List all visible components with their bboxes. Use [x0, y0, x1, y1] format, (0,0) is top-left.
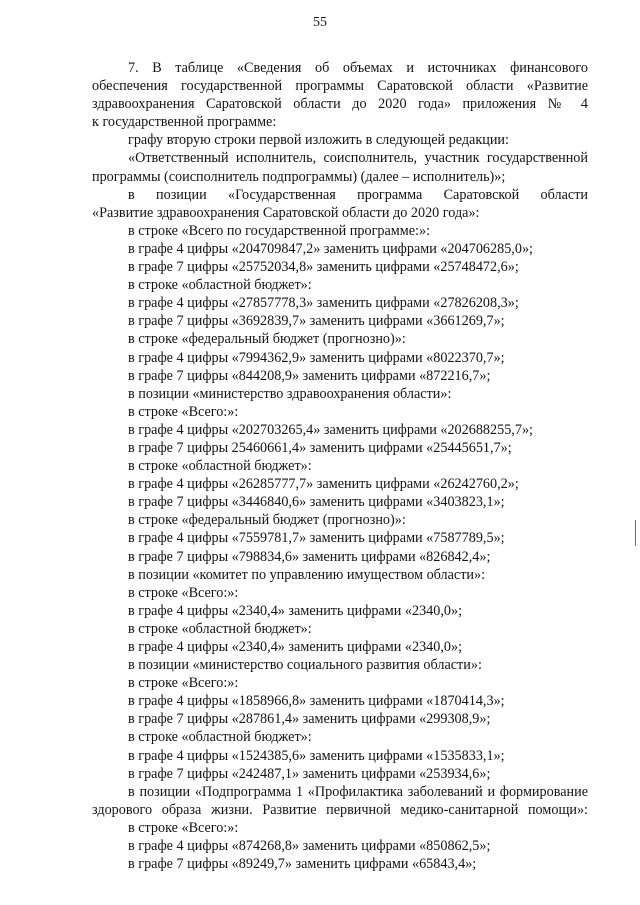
text-line: здорового образа жизни. Развитие первичной медико-санитарной помощи»: — [92, 801, 588, 818]
document-body — [92, 59, 588, 873]
text-line: в позиции «Государственная программа Саратовской области — [128, 186, 588, 203]
text-line: программы (соисполнитель подпрограммы) (далее – исполнитель)»; — [92, 168, 506, 185]
scan-edge-mark — [635, 520, 636, 546]
text-line: в строке «Всего:»: — [128, 819, 239, 836]
text-line: в графе 7 цифры «844208,9» заменить цифрами «872216,7»; — [128, 367, 491, 384]
text-line: в графе 4 цифры «874268,8» заменить цифрами «850862,5»; — [128, 838, 491, 855]
text-line: в позиции «министерство здравоохранения области»: — [128, 385, 452, 402]
text-line: в строке «областной бюджет»: — [128, 729, 312, 746]
text-line: в графе 7 цифры «287861,4» заменить цифрами «299308,9»; — [128, 711, 491, 728]
text-line: в графе 7 цифры «3446840,6» заменить цифрами «3403823,1»; — [128, 494, 505, 511]
text-line: в строке «Всего:»: — [128, 675, 239, 692]
text-line: в графе 7 цифры «89249,7» заменить цифрами «65843,4»; — [128, 856, 477, 873]
text-line: графу вторую строки первой изложить в следующей редакции: — [128, 132, 509, 149]
text-line: в графе 7 цифры «242487,1» заменить цифрами «253934,6»; — [128, 765, 491, 782]
text-line: в графе 7 цифры «25752034,8» заменить цифрами «25748472,6»; — [128, 259, 519, 276]
text-line: «Ответственный исполнитель, соисполнитель, участник государственной — [128, 150, 588, 167]
text-line: здравоохранения Саратовской области до 2020 года» приложения № 4 — [92, 96, 588, 113]
text-line: в графе 7 цифры «3692839,7» заменить цифрами «3661269,7»; — [128, 313, 505, 330]
text-line: «Развитие здравоохранения Саратовской области до 2020 года»: — [92, 204, 480, 221]
text-line: в строке «областной бюджет»: — [128, 620, 312, 637]
text-line: в строке «областной бюджет»: — [128, 458, 312, 475]
text-line: в графе 7 цифры 25460661,4» заменить цифрами «25445651,7»; — [128, 439, 512, 456]
text-line: в графе 4 цифры «2340,4» заменить цифрами «2340,0»; — [128, 602, 463, 619]
text-line: в строке «областной бюджет»: — [128, 277, 312, 294]
text-line: к государственной программе: — [92, 114, 277, 131]
text-line: в графе 4 цифры «202703265,4» заменить цифрами «202688255,7»; — [128, 421, 533, 438]
text-line: в графе 4 цифры «7994362,9» заменить цифрами «8022370,7»; — [128, 349, 505, 366]
page-number: 55 — [313, 15, 327, 30]
text-line: в строке «Всего по государственной программе:»: — [128, 222, 431, 239]
text-line: обеспечения государственной программы Саратовской области «Развитие — [92, 78, 588, 95]
text-line: в графе 4 цифры «204709847,2» заменить цифрами «204706285,0»; — [128, 240, 533, 257]
text-line: в графе 4 цифры «2340,4» заменить цифрами «2340,0»; — [128, 639, 463, 655]
text-line: в графе 4 цифры «27857778,3» заменить цифрами «27826208,3»; — [128, 295, 519, 312]
text-line: в позиции «министерство социального развития области»: — [128, 657, 482, 674]
text-line: в графе 4 цифры «1858966,8» заменить цифрами «1870414,3»; — [128, 693, 505, 710]
text-line: в графе 4 цифры «26285777,7» заменить цифрами «26242760,2»; — [128, 476, 519, 493]
text-line: 7. В таблице «Сведения об объемах и источниках финансового — [128, 60, 588, 76]
text-line: в графе 4 цифры «7559781,7» заменить цифрами «7587789,5»; — [128, 530, 505, 547]
text-line: в позиции «комитет по управлению имуществом области»: — [128, 566, 486, 583]
text-line: в позиции «Подпрограмма 1 «Профилактика заболеваний и формирование — [128, 783, 588, 800]
text-line: в строке «федеральный бюджет (прогнозно)»: — [128, 512, 406, 529]
text-line: в строке «Всего:»: — [128, 584, 239, 601]
text-line: в графе 4 цифры «1524385,6» заменить цифрами «1535833,1»; — [128, 747, 505, 764]
text-line: в графе 7 цифры «798834,6» заменить цифрами «826842,4»; — [128, 548, 491, 565]
text-line: в строке «федеральный бюджет (прогнозно)»: — [128, 331, 406, 348]
text-line: в строке «Всего:»: — [128, 403, 239, 420]
